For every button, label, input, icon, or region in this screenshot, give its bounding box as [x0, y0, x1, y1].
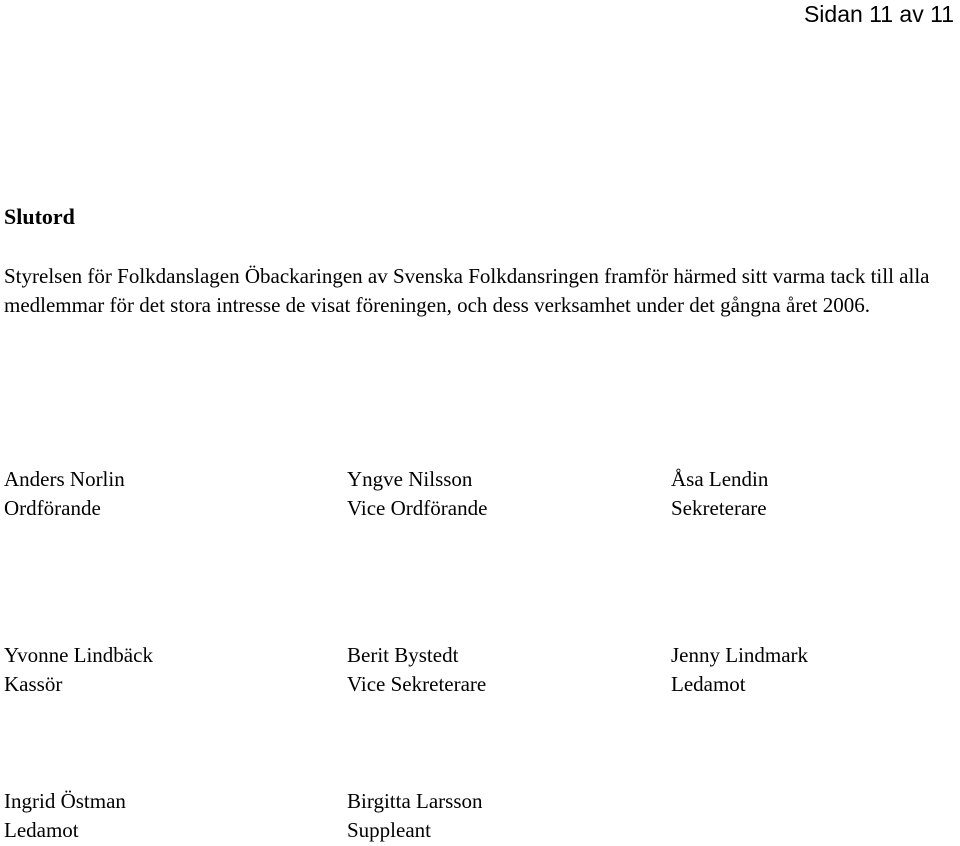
signatory-role: Ledamot [4, 818, 79, 842]
signatory-role: Kassör [4, 672, 63, 696]
signatory-role: Suppleant [347, 818, 431, 842]
signature-block [4, 465, 125, 523]
signatory-name: Berit Bystedt [347, 643, 459, 667]
signatory-name: Ingrid Östman [4, 789, 126, 813]
signature-block [671, 641, 808, 699]
signatory-role: Vice Sekreterare [347, 672, 487, 696]
signature-block [347, 641, 486, 699]
signatory-role: Ordförande [4, 496, 101, 520]
signatory-name: Yvonne Lindbäck [4, 643, 153, 667]
signatory-name: Yngve Nilsson [347, 467, 473, 491]
signature-block [671, 465, 768, 523]
signatory-name: Birgitta Larsson [347, 789, 483, 813]
signature-block [4, 787, 126, 845]
signatory-role: Vice Ordförande [347, 496, 488, 520]
signatory-role: Ledamot [671, 672, 746, 696]
signatory-role: Sekreterare [671, 496, 767, 520]
section-title: Slutord [4, 204, 75, 229]
signature-block [347, 787, 483, 845]
signature-block [4, 641, 153, 699]
signatory-name: Åsa Lendin [671, 467, 769, 491]
signature-block [347, 465, 487, 523]
signatory-name: Jenny Lindmark [671, 643, 809, 667]
closing-paragraph: Styrelsen för Folkdanslagen Öbackaringen av Svenska Folkdansringen framför härmed sitt varma tack till alla medlemmar för det stora intresse de visat föreningen, och dess verksamhet under det gångna året 2006. [4, 264, 930, 317]
signatory-name: Anders Norlin [4, 467, 125, 491]
page-number: Sidan 11 av 11 [803, 1, 954, 27]
